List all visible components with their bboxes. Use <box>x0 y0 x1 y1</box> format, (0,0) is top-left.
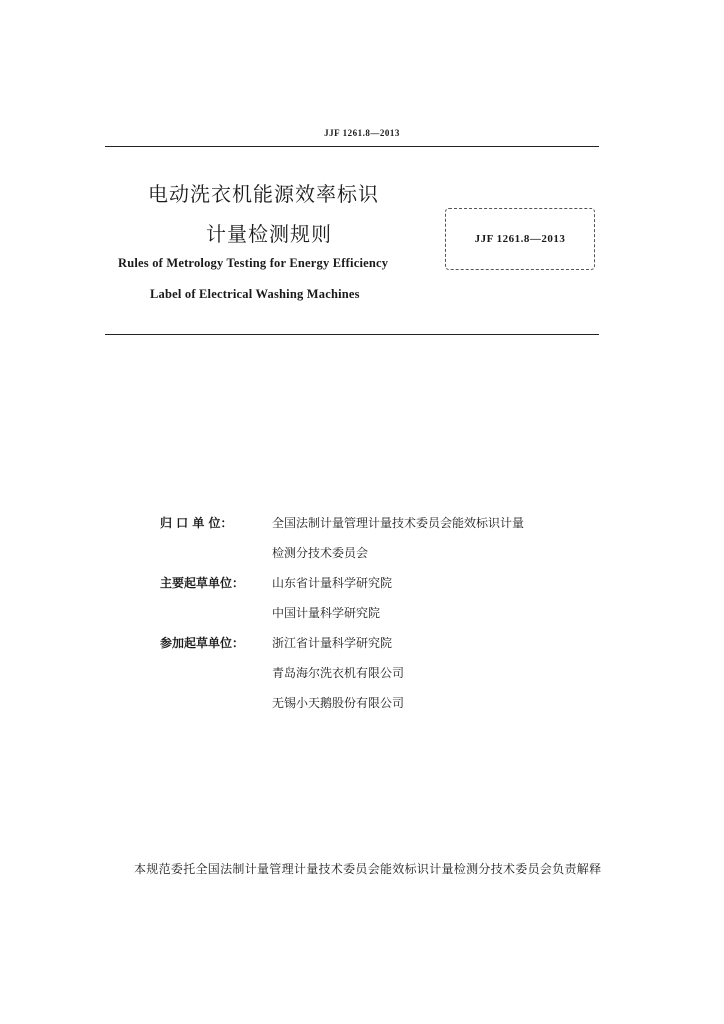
main-drafting-unit-row <box>160 574 392 591</box>
title-chinese-line-1: 电动洗衣机能源效率标识 <box>148 182 379 206</box>
main-drafting-unit-label: 主要起草单位： <box>160 576 245 590</box>
responsible-unit-value-cont: 检测分技术委员会 <box>272 546 369 560</box>
responsible-unit-row <box>160 514 524 531</box>
title-english-line-2: Label of Electrical Washing Machines <box>150 287 360 301</box>
standard-code-box-text: JJF 1261.8—2013 <box>474 233 566 245</box>
standard-code-box <box>445 208 595 270</box>
responsible-unit-label: 归 口 单 位： <box>160 516 233 530</box>
participating-unit-value-2: 青岛海尔洗衣机有限公司 <box>272 666 405 680</box>
participating-unit-label: 参加起草单位： <box>160 636 245 650</box>
responsible-unit-value: 全国法制计量管理计量技术委员会能效标识计量 <box>272 516 525 530</box>
title-english-line-1: Rules of Metrology Testing for Energy Efficiency <box>118 256 389 270</box>
participating-unit-value-3: 无锡小天鹅股份有限公司 <box>272 696 405 710</box>
header-standard-code: JJF 1261.8—2013 <box>324 128 400 138</box>
top-divider <box>105 146 599 147</box>
main-drafting-unit-value-2: 中国计量科学研究院 <box>272 606 381 620</box>
participating-unit-value: 浙江省计量科学研究院 <box>272 636 393 650</box>
bottom-divider <box>105 334 599 335</box>
footer-interpretation-note: 本规范委托全国法制计量管理计量技术委员会能效标识计量检测分技术委员会负责解释 <box>134 862 602 876</box>
main-drafting-unit-value: 山东省计量科学研究院 <box>272 576 393 590</box>
participating-unit-row <box>160 634 392 651</box>
title-chinese-line-2: 计量检测规则 <box>206 222 332 246</box>
